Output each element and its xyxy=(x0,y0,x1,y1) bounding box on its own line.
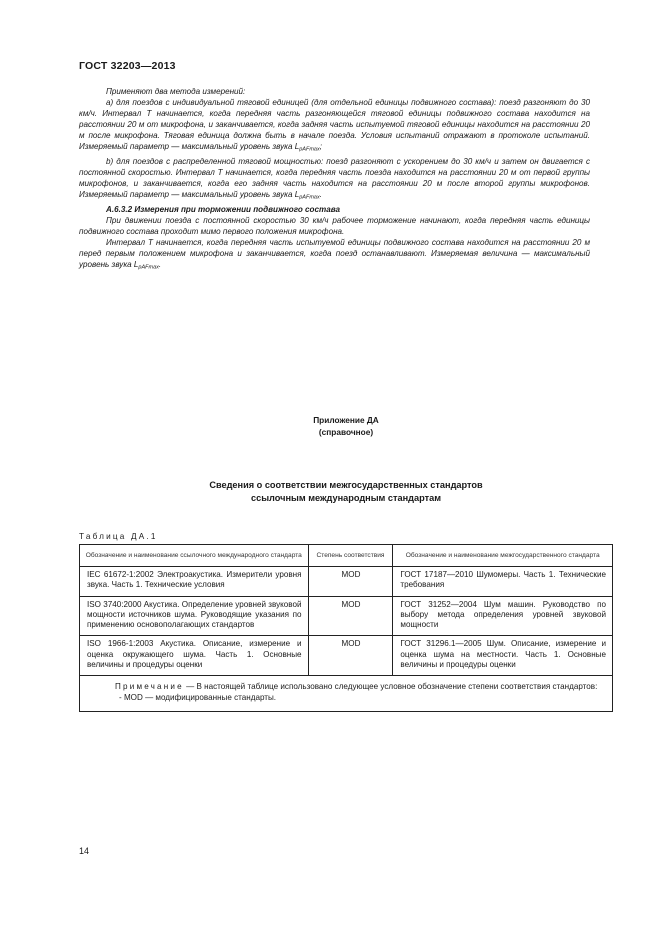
paragraph-method-b: b) для поездов с распределенной тяговой мощностью: поезд разгоняют с ускорением до 30 км/ч и затем он двигается с постоянной скоростью. Интервал Т начинается, когда передняя часть поезда находится на расстоянии 20 м от первой группы микрофонов, и заканчивается, когда его задняя часть находится на расстоянии 20 м после второй группы микрофонов. Измеряемый параметр — максимальный уровень звука $L_{pAFmax}$. xyxy=(79,157,590,201)
method-description xyxy=(79,86,590,274)
cell-degree: MOD xyxy=(308,636,393,676)
note-label: Примечание xyxy=(115,682,184,692)
cell-gost: ГОСТ 31296.1—2005 Шум. Описание, измерение и оценка шума на местности. Часть 1. Основные величины и процедуры оценки xyxy=(393,636,613,676)
paragraph-intro: Применяют два метода измерений: xyxy=(106,87,246,96)
note-text: — В настоящей таблице использовано следующее условное обозначение степени соответствия стандартов: xyxy=(183,682,598,692)
page-number: 14 xyxy=(79,846,90,856)
paragraph-interval: Интервал Т начинается, когда передняя часть испытуемой единицы подвижного состава находится на расстоянии 20 м перед первым положением микрофона и заканчивается, когда поезд останавливают. Измеряемая величина — максимальный уровень звука $L_{pAFmax}$. xyxy=(79,238,590,271)
table-row xyxy=(80,636,613,676)
table-note xyxy=(80,676,613,712)
document-code: ГОСТ 32203—2013 xyxy=(79,60,176,72)
cell-intl: ISO 1966-1:2003 Акустика. Описание, измерение и оценка окружающего шума. Часть 1. Основные величины и процедуры оценки xyxy=(80,636,309,676)
note-item: - MOD — модифицированные стандарты. xyxy=(119,692,277,702)
table-header-row xyxy=(80,545,613,567)
table-note-row xyxy=(80,676,613,712)
paragraph-method-a: а) для поездов с индивидуальной тяговой единицей (для отдельной единицы подвижного состава): поезд разгоняют до 30 км/ч. Интервал Т начинается, когда передняя часть разгоняющейся тяговой единицы подвижного состава находится на расстоянии 20 м от микрофона, и заканчивается, когда задняя часть испытуемой тяговой единицы находится на расстоянии 20 м после микрофона. Тяговая единица должна быть в начале поезда. Условия испытаний отражают в протоколе испытаний. Измеряемый параметр — максимальный уровень звука $L_{pAFmax}$; xyxy=(79,98,590,153)
cell-gost: ГОСТ 17187—2010 Шумомеры. Часть 1. Технические требования xyxy=(393,567,613,597)
cell-degree: MOD xyxy=(308,596,393,636)
standards-table xyxy=(79,544,613,712)
header-gost-standard: Обозначение и наименование межгосударственного стандарта xyxy=(393,545,613,567)
paragraph-braking: При движении поезда с постоянной скоростью 30 км/ч рабочее торможение начинают, когда передняя часть единицы подвижного состава проходит мимо первого положения микрофона. xyxy=(79,216,590,237)
section-title: Сведения о соответствии межгосударственных стандартов ссылочным международным стандартам xyxy=(209,480,483,503)
cell-gost: ГОСТ 31252—2004 Шум машин. Руководство по выбору метода определения уровней звуковой мощности xyxy=(393,596,613,636)
table-label: Таблица ДА.1 xyxy=(79,532,158,541)
table-row xyxy=(80,596,613,636)
header-intl-standard: Обозначение и наименование ссылочного международного стандарта xyxy=(80,545,309,567)
table-row xyxy=(80,567,613,597)
appendix-subtitle: (справочное) xyxy=(318,426,374,437)
cell-intl: ISO 3740:2000 Акустика. Определение уровней звуковой мощности источников шума. Руководящие указания по применению основополагающих стандартов xyxy=(80,596,309,636)
cell-degree: MOD xyxy=(308,567,393,597)
cell-intl: IEC 61672-1:2002 Электроакустика. Измерители уровня звука. Часть 1. Технические условия xyxy=(80,567,309,597)
appendix-heading xyxy=(79,415,613,438)
subsection-heading: А.6.3.2 Измерения при торможении подвижного состава xyxy=(106,204,340,214)
header-degree: Степень соответствия xyxy=(308,545,393,567)
appendix-title: Приложение ДА xyxy=(313,415,379,425)
